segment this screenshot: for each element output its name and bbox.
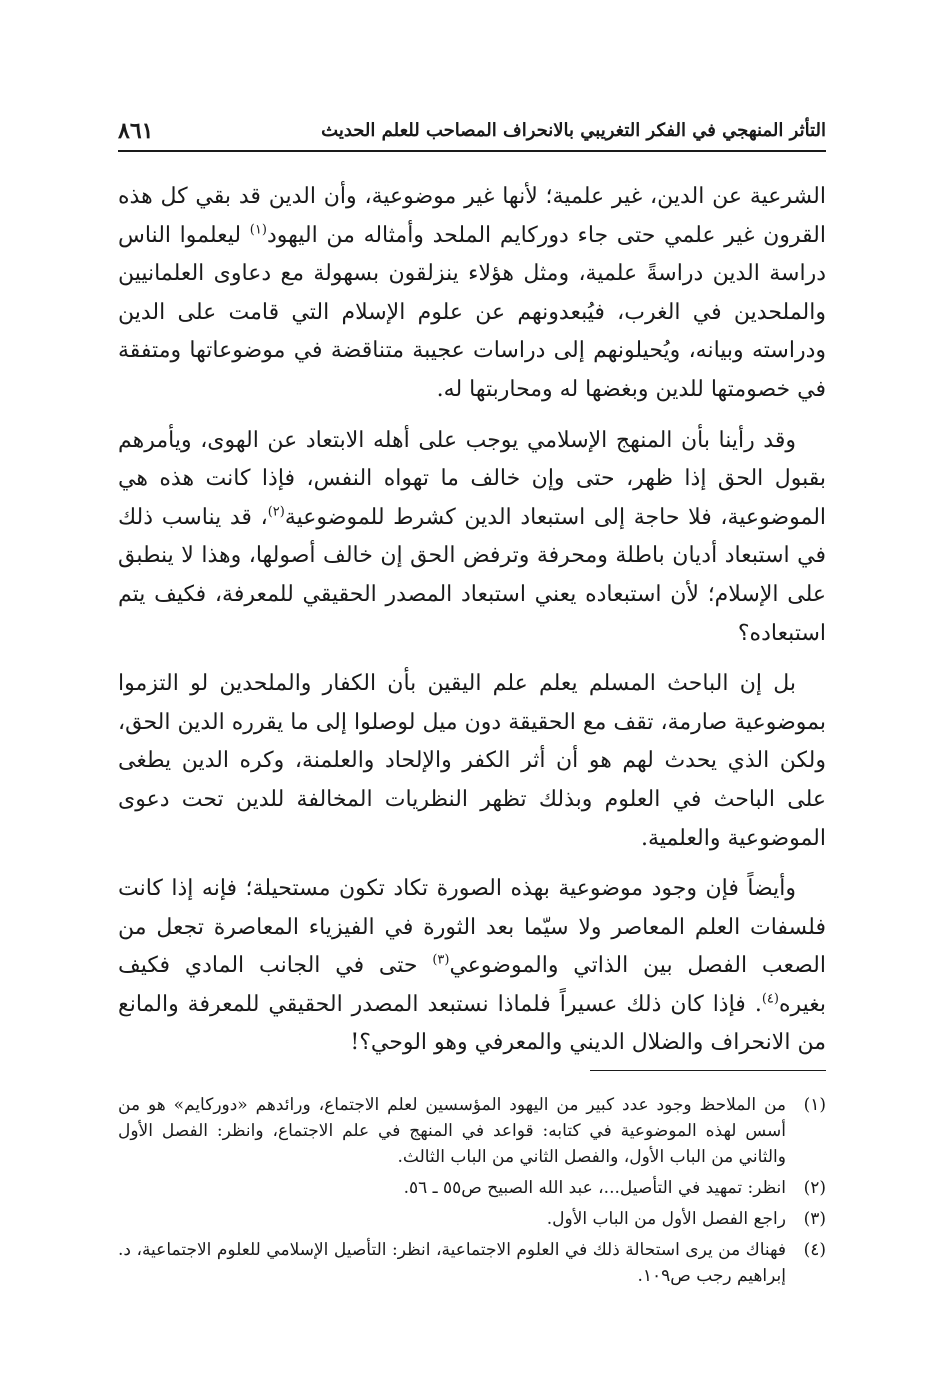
footnotes [118, 1092, 826, 1294]
footnote-ref-3[interactable]: (٣) [432, 952, 450, 968]
footnote-ref-1[interactable]: (١) [249, 222, 267, 238]
paragraph-text: بل إن الباحث المسلم يعلم علم اليقين بأن الكفار والملحدين لو التزموا بموضوعية صارمة، تقف مع الحقيقة دون ميل لوصلوا إلى ما يقرره الدين الحق، ولكن الذي يحدث لهم هو أن أثر الكفر والإلحاد والعلمنة، وكره الدين يطغى على الباحث في العلوم وبذلك تظهر النظريات المخالفة للدين تحت دعوى الموضوعية والعلمية. [118, 671, 826, 851]
paragraph-text: وقد رأينا بأن المنهج الإسلامي يوجب على أهله الابتعاد عن الهوى، ويأمرهم بقبول الحق إذا ظهر، حتى وإن خالف ما تهواه النفس، فإذا كانت هذه هي الموضوعية، فلا حاجة إلى استبعاد الدين كشرط للموضوعية [118, 427, 827, 530]
paragraph-text: وأيضاً فإن وجود موضوعية بهذه الصورة تكاد تكون مستحيلة؛ فإنه إذا كانت فلسفات العلم المعاصر ولا سيّما بعد الثورة في الفيزياء المعاصرة تجعل من الصعب الفصل بين الذاتي والموضوعي [118, 876, 827, 979]
paragraph-1 [118, 178, 826, 410]
paragraph-text: . فإذا كان ذلك عسيراً فلماذا نستبعد المصدر الحقيقي للمعرفة والمانع من الانحراف والضلال الديني والمعرفي وهو الوحي؟! [118, 991, 826, 1056]
footnote-ref-4[interactable]: (٤) [761, 991, 779, 1007]
page-header [118, 112, 826, 152]
footnote-4 [118, 1237, 826, 1289]
footnote-3 [118, 1206, 826, 1232]
paragraph-text: ، قد يناسب ذلك في استبعاد أديان باطلة ومحرفة وترفض الحق إن خالف أصولها، وهذا لا ينطبق على الإسلام؛ لأن استبعاده يعني استبعاد المصدر الحقيقي للمعرفة، فكيف يتم استبعاده؟ [118, 504, 826, 646]
footnote-marker: (٢) [803, 1178, 826, 1198]
page-number: ٨٦١ [118, 118, 154, 144]
footnote-text: فهناك من يرى استحالة ذلك في العلوم الاجتماعية، انظر: التأصيل الإسلامي للعلوم الاجتماعية، د. إبراهيم رجب ص١٠٩. [118, 1240, 786, 1286]
paragraph-text: الشرعية عن الدين، غير علمية؛ لأنها غير موضوعية، وأن الدين قد بقي كل هذه القرون غير علمي حتى جاء دوركايم الملحد وأمثاله من اليهود [118, 184, 826, 248]
footnote-1 [118, 1092, 826, 1170]
paragraph-3 [118, 665, 826, 858]
footnote-ref-2[interactable]: (٢) [267, 504, 285, 520]
paragraph-text: ليعلموا الناس دراسة الدين دراسةً علمية، ومثل هؤلاء ينزلقون بسهولة مع دعاوى العلمانيين والملحدين في الغرب، فيُبعدونهم عن علوم الإسلام التي قامت على الدين ودراسته وبيانه، ويُحيلونهم إلى دراسات عجيبة متناقضة في موضوعاتها ومتفقة في خصومتها للدين وبغضها له ومحاربتها له. [118, 222, 826, 402]
footnote-text: راجع الفصل الأول من الباب الأول. [546, 1209, 786, 1229]
running-title: التأثر المنهجي في الفكر التغريبي بالانحراف المصاحب للعلم الحديث [321, 120, 826, 141]
paragraph-text: حتى في الجانب المادي فكيف بغيره [118, 953, 826, 1017]
footnote-marker: (٤) [803, 1240, 826, 1260]
footnote-text: انظر: تمهيد في التأصيل...، عبد الله الصبيح ص٥٥ ـ ٥٦. [403, 1178, 786, 1198]
footnote-marker: (٣) [803, 1209, 826, 1229]
footnote-2 [118, 1175, 826, 1201]
footnote-marker: (١) [803, 1095, 826, 1115]
main-text [118, 178, 826, 1075]
footnote-text: من الملاحظ وجود عدد كبير من اليهود المؤسسين لعلم الاجتماع، ورائدهم «دوركايم» هو من أسس لهذه الموضوعية في كتابه: قواعد في المنهج في علم الاجتماع، وانظر: الفصل الأول والثاني من الباب الأول، والفصل الثاني من الباب الثالث. [118, 1095, 786, 1167]
paragraph-4 [118, 870, 826, 1063]
footnote-separator [590, 1070, 826, 1071]
paragraph-2 [118, 422, 826, 654]
